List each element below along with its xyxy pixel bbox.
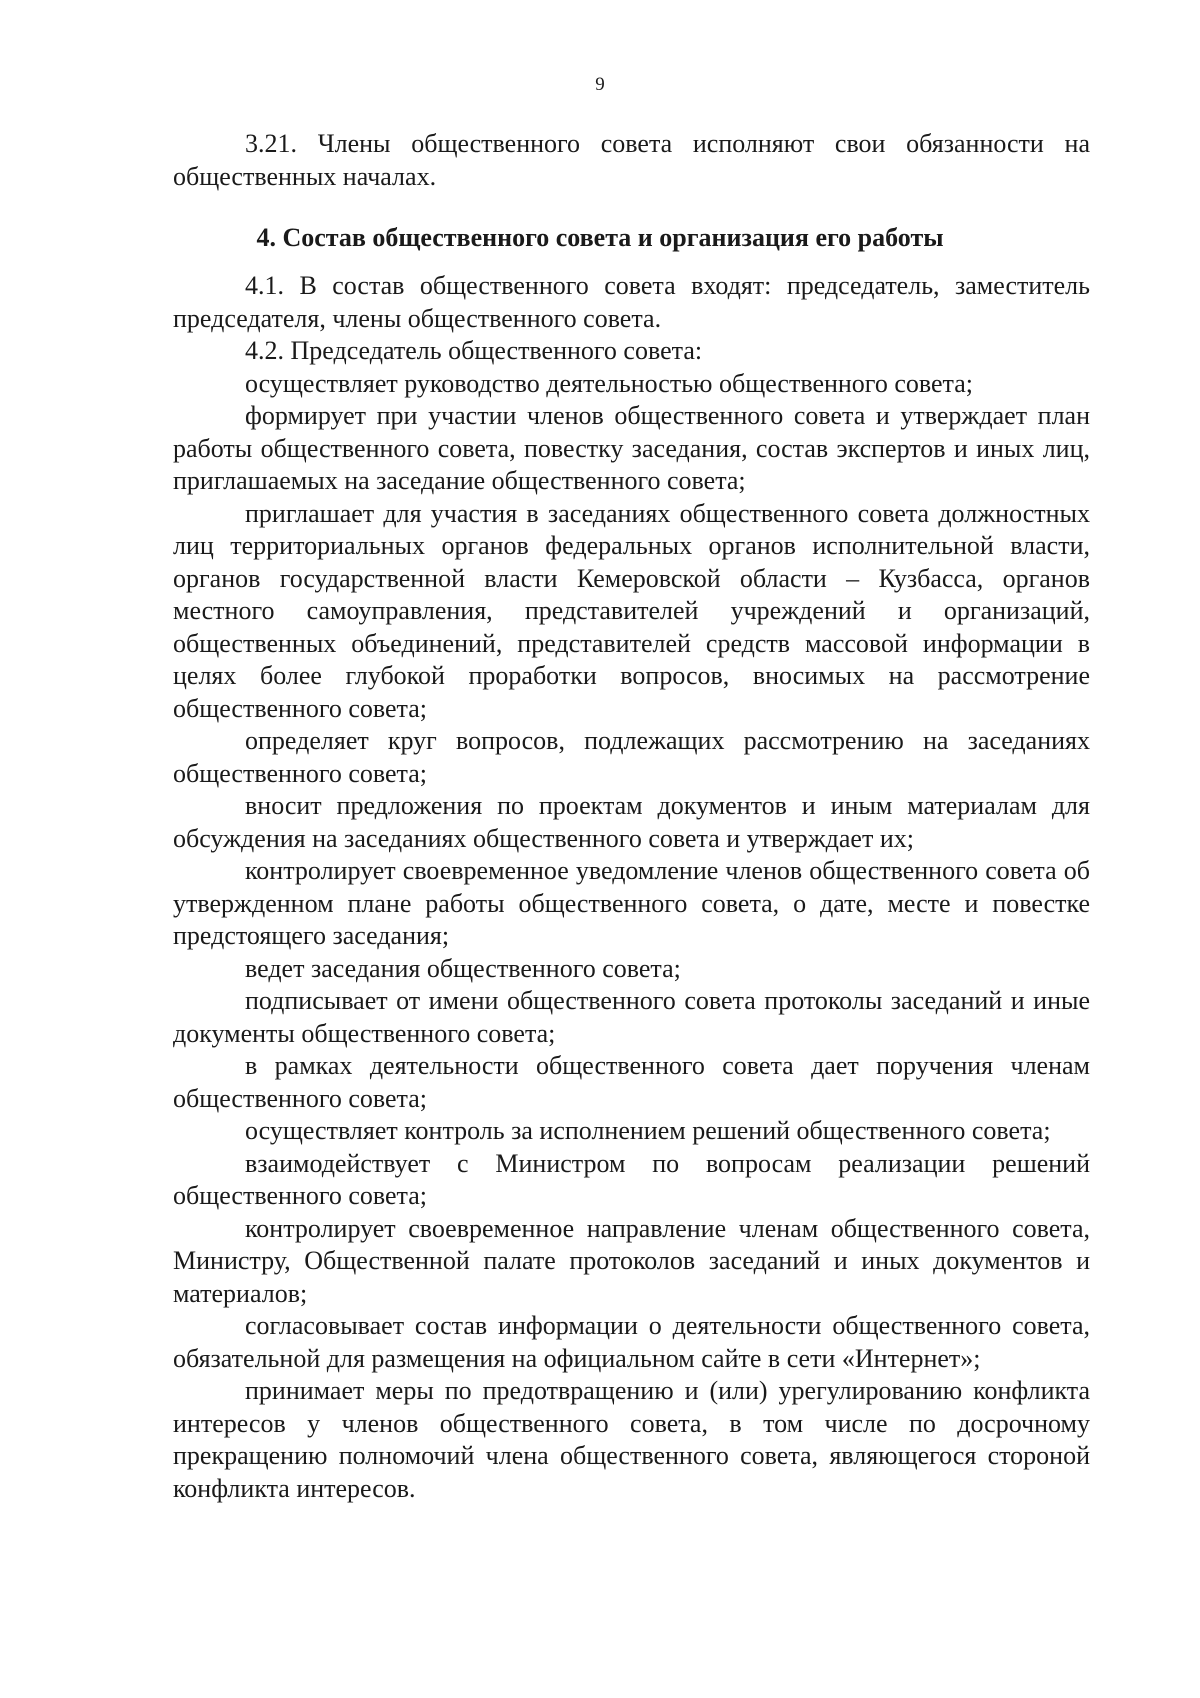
paragraph: вносит предложения по проектам документов и иным материалам для обсуждения на заседаниях общественного совета и утверждает их; [173,791,1090,853]
section-body [173,270,1090,1505]
paragraph: в рамках деятельности общественного совета дает поручения членам общественного совета; [173,1051,1090,1113]
paragraph: взаимодействует с Министром по вопросам реализации решений общественного совета; [173,1148,1090,1210]
paragraph: принимает меры по предотвращению и (или) урегулированию конфликта интересов у членов общественного совета, в том числе по досрочному прекращению полномочий члена общественного совета, являющегося стороной конфликта интересов. [173,1376,1090,1503]
paragraph-3-21: 3.21. Члены общественного совета исполняют свои обязанности на общественных началах. [173,129,1090,191]
paragraph: 4.1. В состав общественного совета входят: председатель, заместитель председателя, члены общественного совета. [173,271,1090,333]
paragraph: определяет круг вопросов, подлежащих рассмотрению на заседаниях общественного совета; [173,726,1090,788]
paragraph: согласовывает состав информации о деятельности общественного совета, обязательной для размещения на официальном сайте в сети «Интернет»; [173,1311,1090,1373]
paragraph: контролирует своевременное уведомление членов общественного совета об утвержденном плане работы общественного совета, о дате, месте и повестке предстоящего заседания; [173,856,1090,950]
intro-block [173,128,1090,193]
paragraph: ведет заседания общественного совета; [245,953,681,983]
paragraph: осуществляет контроль за исполнением решений общественного совета; [245,1116,1051,1145]
paragraph: осуществляет руководство деятельностью общественного совета; [245,368,973,398]
page-number: 9 [595,74,605,95]
paragraph: приглашает для участия в заседаниях общественного совета должностных лиц территориальных органов федеральных органов исполнительной власти, органов государственной власти Кемеровской области – Кузбасса, органов местного самоуправления, представителей учреждений и организаций, общественных объединений, представителей средств массовой информации в целях более глубокой проработки вопросов, вносимых на рассмотрение общественного совета; [173,498,1090,723]
paragraph: подписывает от имени общественного совета протоколы заседаний и иные документы общественного совета; [173,986,1090,1048]
paragraph: контролирует своевременное направление членам общественного совета, Министру, Общественной палате протоколов заседаний и иных документов и материалов; [173,1213,1090,1308]
paragraph: формирует при участии членов общественного совета и утверждает план работы общественного совета, повестку заседания, состав экспертов и иных лиц, приглашаемых на заседание общественного совета; [173,401,1090,495]
section-heading: 4. Состав общественного совета и организация его работы [256,223,944,252]
paragraph: 4.2. Председатель общественного совета: [245,336,703,365]
